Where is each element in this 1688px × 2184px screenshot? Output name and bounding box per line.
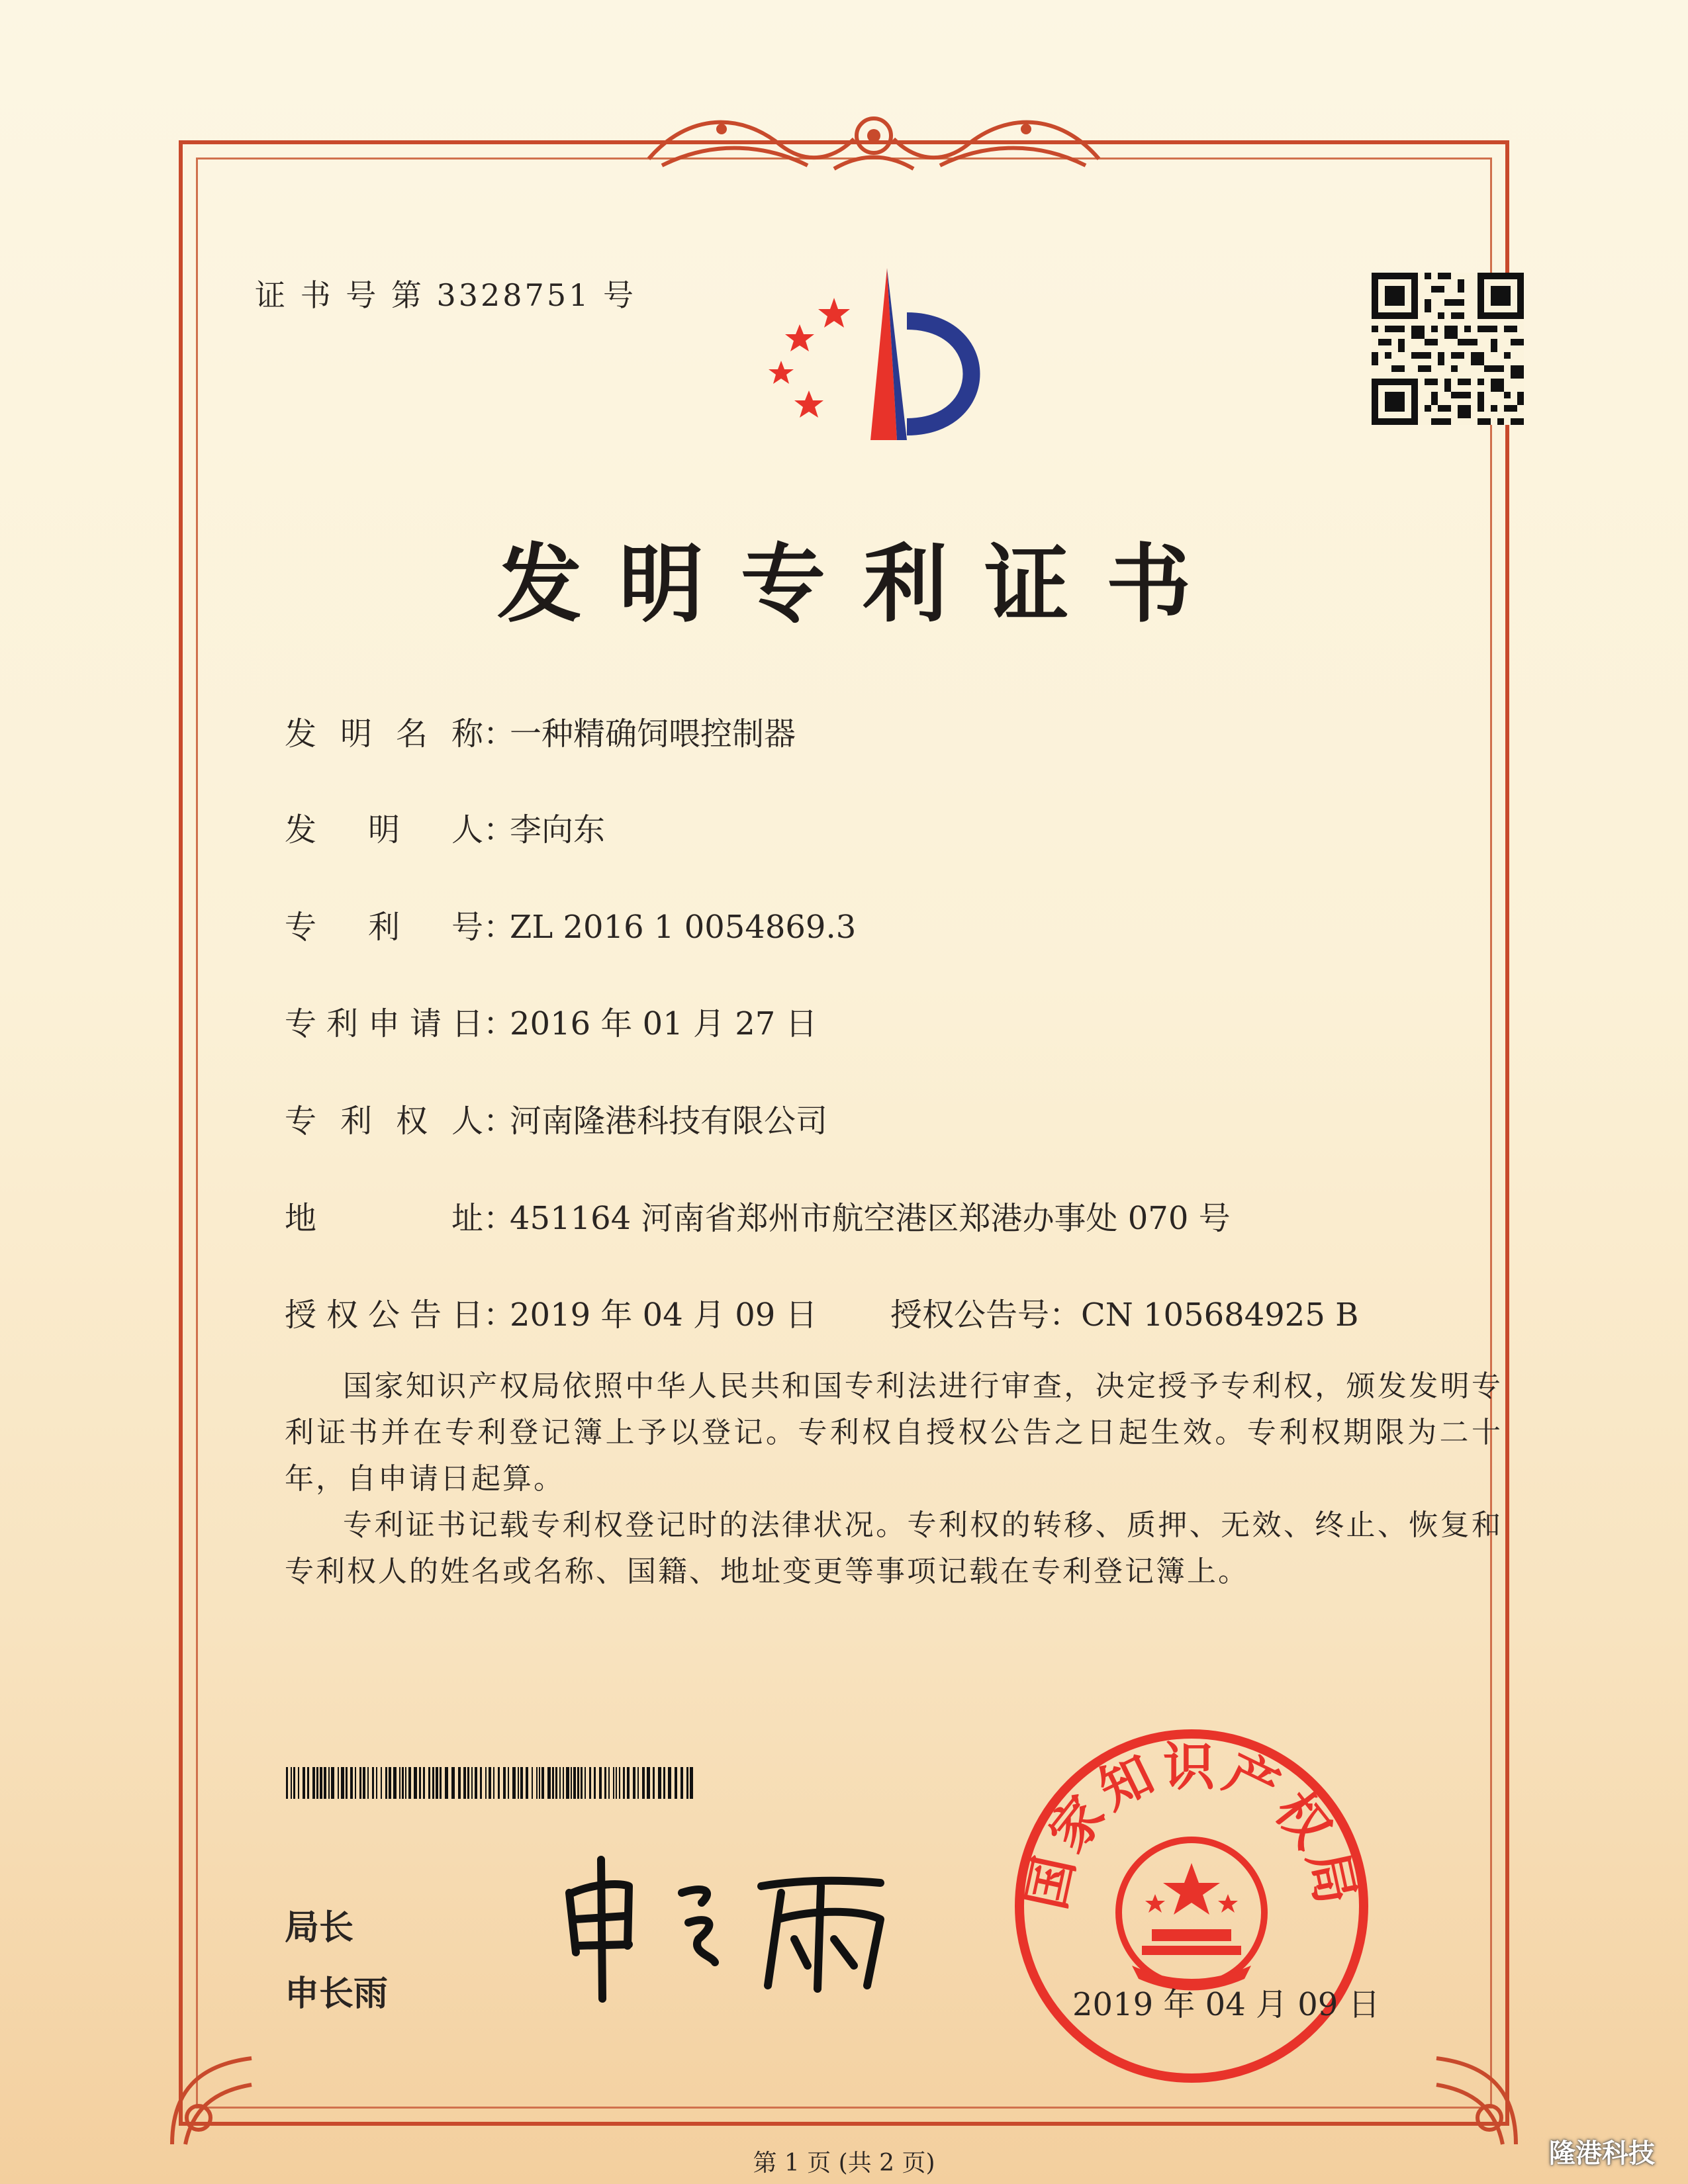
barcode-bar bbox=[520, 1767, 523, 1799]
barcode-bar bbox=[385, 1767, 387, 1799]
barcode bbox=[286, 1767, 696, 1799]
barcode-bar bbox=[355, 1767, 356, 1799]
barcode-bar bbox=[436, 1767, 438, 1799]
barcode-bar bbox=[616, 1767, 617, 1799]
barcode-bar bbox=[451, 1767, 455, 1799]
barcode-bar bbox=[324, 1767, 326, 1799]
barcode-bar bbox=[498, 1767, 500, 1799]
barcode-bar bbox=[571, 1767, 572, 1799]
barcode-bar bbox=[312, 1767, 315, 1799]
barcode-bar bbox=[393, 1767, 397, 1799]
barcode-bar bbox=[633, 1767, 635, 1799]
barcode-bar bbox=[376, 1767, 377, 1799]
barcode-bar bbox=[604, 1767, 606, 1799]
barcode-bar bbox=[303, 1767, 305, 1799]
barcode-bar bbox=[419, 1767, 421, 1799]
barcode-bar bbox=[686, 1767, 688, 1799]
barcode-bar bbox=[555, 1767, 557, 1799]
field-label: 专利权人 bbox=[285, 1103, 483, 1140]
barcode-bar bbox=[658, 1767, 661, 1799]
barcode-bar bbox=[372, 1767, 374, 1799]
barcode-bar bbox=[563, 1767, 564, 1799]
barcode-bar bbox=[680, 1767, 683, 1799]
barcode-bar bbox=[566, 1767, 569, 1799]
barcode-bar bbox=[293, 1767, 295, 1799]
barcode-bar bbox=[608, 1767, 610, 1799]
official-seal bbox=[1006, 1721, 1377, 2091]
field-value: 李向东 bbox=[510, 811, 606, 848]
watermark-logo: 隆港科技 bbox=[1549, 2138, 1655, 2169]
barcode-bar bbox=[341, 1767, 344, 1799]
field-label: 发明人 bbox=[285, 811, 483, 848]
barcode-bar bbox=[389, 1767, 391, 1799]
seal-date: 2019 年 04 月 09 日 bbox=[1072, 1986, 1380, 2023]
director-signature bbox=[549, 1846, 907, 2005]
barcode-bar bbox=[508, 1767, 509, 1799]
barcode-bar bbox=[536, 1767, 538, 1799]
barcode-bar bbox=[414, 1767, 417, 1799]
barcode-bar bbox=[539, 1767, 540, 1799]
barcode-bar bbox=[589, 1767, 591, 1799]
field-patent-number: 专利号：ZL 2016 1 0054869.3 bbox=[285, 901, 856, 947]
qr-code bbox=[1372, 273, 1524, 425]
barcode-bar bbox=[402, 1767, 404, 1799]
page-indicator: 第 1 页 (共 2 页) bbox=[753, 2150, 935, 2177]
field-address: 地址：451164 河南省郑州市航空港区郑港办事处 070 号 bbox=[285, 1193, 1231, 1238]
barcode-bar bbox=[346, 1767, 348, 1799]
field-label: 专利申请日 bbox=[285, 1005, 483, 1042]
barcode-bar bbox=[518, 1767, 519, 1799]
barcode-bar bbox=[663, 1767, 665, 1799]
barcode-bar bbox=[316, 1767, 318, 1799]
barcode-bar bbox=[307, 1767, 309, 1799]
barcode-bar bbox=[432, 1767, 434, 1799]
barcode-bar bbox=[653, 1767, 655, 1799]
barcode-bar bbox=[320, 1767, 322, 1799]
cnipa-emblem-icon bbox=[755, 261, 1006, 453]
barcode-bar bbox=[359, 1767, 361, 1799]
field-label: 地址 bbox=[285, 1200, 483, 1237]
field-label: 授权公告号 bbox=[890, 1297, 1050, 1334]
barcode-bar bbox=[445, 1767, 448, 1799]
barcode-bar bbox=[642, 1767, 645, 1799]
director-name: 申长雨 bbox=[285, 1974, 389, 2014]
barcode-bar bbox=[338, 1767, 339, 1799]
field-grant-date: 授权公告日：2019 年 04 月 09 日 bbox=[285, 1289, 818, 1335]
body-paragraph-2: 专利证书记载专利权登记时的法律状况。专利权的转移、质押、无效、终止、恢复和专利权人的姓名或名称、国籍、地址变更等事项记载在专利登记簿上。 bbox=[285, 1508, 1503, 1588]
field-value: 一种精确饲喂控制器 bbox=[510, 715, 796, 752]
barcode-bar bbox=[559, 1767, 561, 1799]
barcode-bar bbox=[503, 1767, 506, 1799]
field-patentee: 专利权人：河南隆港科技有限公司 bbox=[285, 1095, 827, 1141]
field-label: 专利号 bbox=[285, 909, 483, 946]
barcode-bar bbox=[423, 1767, 425, 1799]
bottom-left-corner-ornament bbox=[159, 2038, 265, 2151]
barcode-bar bbox=[381, 1767, 382, 1799]
field-value: CN 105684925 B bbox=[1081, 1297, 1359, 1334]
certificate-title: 发明专利证书 bbox=[496, 535, 1228, 634]
barcode-bar bbox=[541, 1767, 544, 1799]
barcode-bar bbox=[328, 1767, 330, 1799]
barcode-bar bbox=[467, 1767, 469, 1799]
barcode-bar bbox=[405, 1767, 406, 1799]
barcode-bar bbox=[440, 1767, 442, 1799]
barcode-bar bbox=[637, 1767, 639, 1799]
barcode-bar bbox=[475, 1767, 477, 1799]
barcode-bar bbox=[552, 1767, 554, 1799]
barcode-bar bbox=[573, 1767, 576, 1799]
barcode-bar bbox=[594, 1767, 596, 1799]
field-value: 451164 河南省郑州市航空港区郑港办事处 070 号 bbox=[510, 1200, 1231, 1237]
field-inventor: 发明人：李向东 bbox=[285, 804, 605, 850]
certificate-number: 证 书 号 第 3328751 号 bbox=[255, 277, 636, 313]
barcode-bar bbox=[668, 1767, 671, 1799]
bottom-right-corner-ornament bbox=[1423, 2038, 1529, 2151]
barcode-bar bbox=[613, 1767, 614, 1799]
barcode-bar bbox=[428, 1767, 430, 1799]
barcode-bar bbox=[367, 1767, 369, 1799]
field-value: ZL 2016 1 0054869.3 bbox=[510, 909, 857, 946]
barcode-bar bbox=[627, 1767, 630, 1799]
barcode-bar bbox=[485, 1767, 487, 1799]
barcode-bar bbox=[471, 1767, 473, 1799]
barcode-bar bbox=[675, 1767, 677, 1799]
field-label: 授权公告日 bbox=[285, 1297, 483, 1334]
barcode-bar bbox=[291, 1767, 292, 1799]
barcode-bar bbox=[647, 1767, 650, 1799]
barcode-bar bbox=[408, 1767, 411, 1799]
barcode-bar bbox=[581, 1767, 583, 1799]
field-label: 发明名称 bbox=[285, 715, 483, 752]
barcode-bar bbox=[619, 1767, 620, 1799]
field-grant-number: 授权公告号：CN 105684925 B bbox=[890, 1297, 1359, 1334]
barcode-bar bbox=[547, 1767, 551, 1799]
field-value: 河南隆港科技有限公司 bbox=[510, 1103, 828, 1140]
barcode-bar bbox=[599, 1767, 602, 1799]
top-dragon-ornament bbox=[635, 99, 1112, 179]
barcode-bar bbox=[350, 1767, 353, 1799]
barcode-bar bbox=[286, 1767, 288, 1799]
barcode-bar bbox=[489, 1767, 491, 1799]
barcode-bar bbox=[493, 1767, 494, 1799]
barcode-bar bbox=[463, 1767, 466, 1799]
barcode-bar bbox=[512, 1767, 516, 1799]
barcode-bar bbox=[399, 1767, 400, 1799]
field-value: 2019 年 04 月 09 日 bbox=[510, 1297, 818, 1334]
barcode-bar bbox=[690, 1767, 693, 1799]
barcode-bar bbox=[363, 1767, 365, 1799]
barcode-bar bbox=[585, 1767, 586, 1799]
body-paragraph-1: 国家知识产权局依照中华人民共和国专利法进行审查，决定授予专利权，颁发发明专利证书并在专利登记簿上予以登记。专利权自授权公告之日起生效。专利权期限为二十年，自申请日起算。 bbox=[285, 1369, 1503, 1496]
field-invention-name: 发明名称：一种精确饲喂控制器 bbox=[285, 708, 796, 754]
field-filing-date: 专利申请日：2016 年 01 月 27 日 bbox=[285, 998, 818, 1044]
barcode-bar bbox=[298, 1767, 299, 1799]
barcode-bar bbox=[458, 1767, 461, 1799]
barcode-bar bbox=[577, 1767, 579, 1799]
barcode-bar bbox=[532, 1767, 533, 1799]
field-value: 2016 年 01 月 27 日 bbox=[510, 1005, 818, 1042]
seal-text: 国家知识产权局 bbox=[1016, 1737, 1367, 1915]
barcode-bar bbox=[526, 1767, 528, 1799]
director-title: 局长 bbox=[285, 1908, 354, 1948]
barcode-bar bbox=[623, 1767, 625, 1799]
barcode-bar bbox=[480, 1767, 482, 1799]
barcode-bar bbox=[331, 1767, 334, 1799]
